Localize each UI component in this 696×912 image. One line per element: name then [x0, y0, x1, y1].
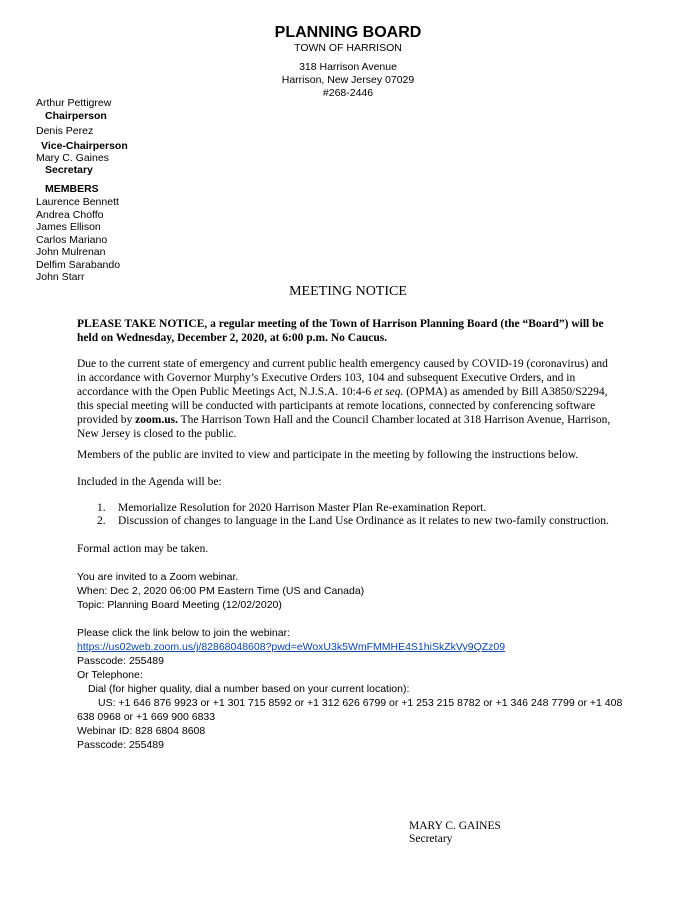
agenda-intro: Included in the Agenda will be: [77, 476, 222, 488]
agenda-item: Memorialize Resolution for 2020 Harrison Master Plan Re-examination Report. [118, 502, 487, 514]
emergency-italic: et seq. [374, 386, 404, 398]
member-name: Delfim Sarabando [36, 259, 121, 271]
zoom-topic: Topic: Planning Board Meeting (12/02/2020) [77, 599, 282, 611]
member-name: Laurence Bennett [36, 196, 119, 208]
vice-chair-name: Denis Perez [36, 125, 94, 137]
emergency-text: Due to the current state of emergency and current public health emergency caused by COVID-19 (coronavirus) and in accordance with Governor Murphy’s Executive Orders 103, 104 and subsequent Executive Orders, and in accordance with the Open Public Meetings Act, N.J.S.A. 10:4-6 [77, 358, 608, 398]
phone-number: #268-2446 [322, 87, 374, 99]
address-line-2: Harrison, New Jersey 07029 [281, 74, 415, 86]
take-notice-paragraph: PLEASE TAKE NOTICE, a regular meeting of the Town of Harrison Planning Board (the “Board”) will be held on Wednesday, December 2, 2020, at 6:00 p.m. No Caucus. [77, 318, 604, 344]
agenda-number: 1. [97, 502, 106, 514]
emergency-text: The Harrison Town Hall and the Council Chamber located at 318 Harrison Avenue, Harrison, New Jersey is closed to the public. [77, 414, 611, 440]
member-name: James Ellison [36, 221, 101, 233]
public-invite-paragraph: Members of the public are invited to view and participate in the meeting by following the instructions below. [77, 449, 579, 461]
zoom-us-numbers-cont: 638 0968 or +1 669 900 6833 [77, 711, 216, 723]
emergency-bold: zoom.us. [135, 414, 178, 426]
emergency-paragraph [77, 357, 617, 441]
zoom-passcode: Passcode: 255489 [77, 655, 164, 667]
zoom-when: When: Dec 2, 2020 06:00 PM Eastern Time (US and Canada) [77, 585, 365, 597]
chair-role: Chairperson [45, 110, 107, 122]
member-name: John Starr [36, 271, 85, 283]
zoom-webinar-id: Webinar ID: 828 6804 8608 [77, 725, 206, 737]
agenda-number: 2. [97, 515, 106, 527]
zoom-click-instruction: Please click the link below to join the webinar: [77, 627, 291, 639]
members-heading: MEMBERS [45, 183, 99, 195]
address-line-1: 318 Harrison Avenue [299, 61, 397, 73]
formal-action: Formal action may be taken. [77, 543, 209, 555]
vice-chair-role: Vice-Chairperson [41, 140, 128, 152]
signature-name: MARY C. GAINES [409, 820, 501, 832]
member-name: Carlos Mariano [36, 234, 108, 246]
zoom-passcode: Passcode: 255489 [77, 739, 164, 751]
board-title: PLANNING BOARD [274, 24, 422, 41]
emergency-text: (OPMA) as amended by Bill A3850/S2294, this special meeting will be conducted with participants at remote locations, connected by conferencing software provided by [77, 386, 608, 426]
member-name: John Mulrenan [36, 246, 106, 258]
signature-title: Secretary [409, 833, 453, 845]
zoom-invite: You are invited to a Zoom webinar. [77, 571, 239, 583]
meeting-notice-heading: MEETING NOTICE [289, 284, 407, 299]
chair-name: Arthur Pettigrew [36, 97, 112, 109]
secretary-name: Mary C. Gaines [36, 152, 109, 164]
zoom-dial-note: Dial (for higher quality, dial a number based on your current location): [88, 683, 410, 695]
zoom-webinar-link[interactable]: https://us02web.zoom.us/j/82868048608?pwd=eWoxU3k5WmFMMHE4S1hiSkZkVy9QZz09 [77, 641, 506, 653]
town-name: TOWN OF HARRISON [294, 42, 402, 54]
member-name: Andrea Choffo [36, 209, 104, 221]
secretary-role: Secretary [45, 164, 93, 176]
agenda-item: Discussion of changes to language in the Land Use Ordinance as it relates to new two-family construction. [118, 515, 609, 527]
zoom-or-telephone: Or Telephone: [77, 669, 143, 681]
zoom-us-numbers: US: +1 646 876 9923 or +1 301 715 8592 or +1 312 626 6799 or +1 253 215 8782 or +1 346 248 7799 or +1 408 [98, 697, 623, 709]
